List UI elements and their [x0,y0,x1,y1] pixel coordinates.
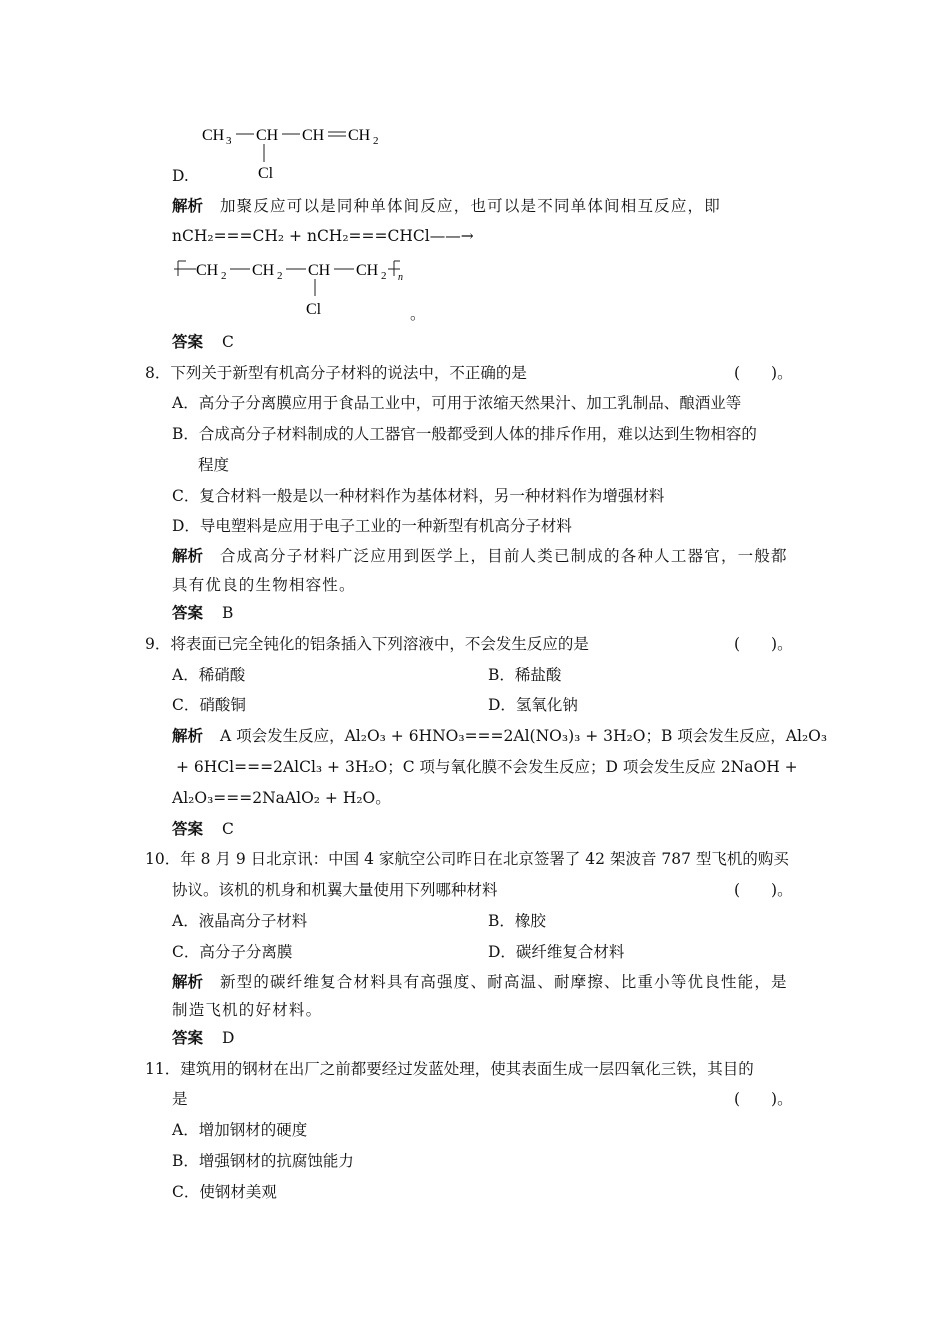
q7-answer [172,332,234,352]
analysis-label: 解析 [172,196,204,215]
q10-paren: ( )。 [734,881,793,899]
svg-text:2: 2 [277,270,283,282]
q9-analysis [172,726,827,746]
q9-stem: 9．将表面已完全钝化的铝条插入下列溶液中，不会发生反应的是 [145,635,589,653]
q10-analysis-cont: 制造飞机的好材料。 [172,1001,323,1019]
q10-option-a: A．液晶高分子材料 [172,912,308,930]
polymer-period: 。 [410,305,426,323]
q10-analysis [172,972,788,992]
q9-answer [172,819,234,839]
answer-value: C [221,820,234,838]
q10-stem-cont: 协议。该机的机身和机翼大量使用下列哪种材料 [172,881,498,899]
answer-label: 答案 [172,1028,204,1047]
q11-option-a: A．增加钢材的硬度 [172,1121,308,1139]
q8-analysis-cont: 具有优良的生物相容性。 [172,576,356,594]
q8-paren: ( )。 [734,364,793,382]
q8-option-a: A．高分子分离膜应用于食品工业中，可用于浓缩天然果汁、加工乳制品、酿酒业等 [172,394,742,412]
structure-d [196,120,396,182]
answer-label: 答案 [172,819,204,838]
analysis-text: 新型的碳纤维复合材料具有高强度、耐高温、耐摩擦、比重小等优良性能，是 [219,973,788,991]
poly-ch2c: CH [356,262,379,279]
q9-option-d: D．氢氧化钠 [488,696,578,714]
q11-paren: ( )。 [734,1090,793,1108]
analysis-text: 加聚反应可以是同种单体间反应，也可以是不同单体间相互反应，即 [219,197,721,215]
q10-stem: 10．年 8 月 9 日北京讯：中国 4 家航空公司昨日在北京签署了 42 架波音 787 型飞机的购买 [145,850,789,868]
q7-equation: nCH₂===CH₂ + nCH₂===CHCl——→ [172,227,474,245]
struct-d-cl: Cl [258,165,274,182]
struct-d-ch3: CH [202,127,225,144]
q10-option-c: C．高分子分离膜 [172,943,293,961]
q8-analysis [172,546,788,566]
struct-d-ch: CH [256,127,279,144]
q10-option-d: D．碳纤维复合材料 [488,943,625,961]
analysis-label: 解析 [172,726,204,745]
poly-ch2a: CH [196,262,219,279]
answer-value: C [221,333,234,351]
q8-answer [172,603,233,623]
struct-d-ch2a: CH [302,127,325,144]
svg-text:2: 2 [381,270,387,282]
q11-stem-cont: 是 [172,1090,188,1108]
q8-option-b-cont: 程度 [198,456,230,474]
structure-d-svg [196,120,396,182]
q8-option-d: D．导电塑料是应用于电子工业的一种新型有机高分子材料 [172,517,572,535]
q9-analysis-cont-2: Al₂O₃===2NaAlO₂ + H₂O。 [172,789,391,807]
q10-option-b: B．橡胶 [488,912,546,930]
struct-d-ch2b: CH [348,127,371,144]
answer-label: 答案 [172,332,204,351]
struct-d-sub2: 2 [373,135,379,147]
answer-label: 答案 [172,603,204,622]
answer-value: B [221,604,234,622]
q10-answer [172,1028,234,1048]
q8-stem: 8．下列关于新型有机高分子材料的说法中，不正确的是 [145,364,527,382]
poly-n: n [398,272,403,283]
option-d-label: D. [172,167,189,185]
svg-text:2: 2 [221,270,227,282]
q9-paren: ( )。 [734,635,793,653]
q9-analysis-cont-1: + 6HCl===2AlCl₃ + 3H₂O；C 项与氧化膜不会发生反应；D 项会发生反应 2NaOH + [176,758,798,776]
q11-option-b: B．增强钢材的抗腐蚀能力 [172,1152,354,1170]
q7-analysis [172,196,721,216]
poly-ch: CH [308,262,331,279]
q8-option-b: B．合成高分子材料制成的人工器官一般都受到人体的排斥作用，难以达到生物相容的 [172,425,757,443]
q11-stem: 11．建筑用的钢材在出厂之前都要经过发蓝处理，使其表面生成一层四氧化三铁，其目的 [145,1060,754,1078]
analysis-text: A 项会发生反应，Al₂O₃ + 6HNO₃===2Al(NO₃)₃ + 3H₂O；B 项会发生反应，Al₂O₃ [219,727,828,745]
answer-value: D [221,1029,235,1047]
poly-cl: Cl [306,301,322,318]
q9-option-a: A．稀硝酸 [172,666,246,684]
q11-option-c: C．使钢材美观 [172,1183,277,1201]
q9-option-c: C．硝酸铜 [172,696,246,714]
polymer-svg [172,252,432,324]
analysis-text: 合成高分子材料广泛应用到医学上，目前人类已制成的各种人工器官，一般都 [219,547,788,565]
poly-ch2b: CH [252,262,275,279]
q9-option-b: B．稀盐酸 [488,666,562,684]
polymer-structure [172,252,432,324]
q8-option-c: C．复合材料一般是以一种材料作为基体材料，另一种材料作为增强材料 [172,487,665,505]
struct-d-sub3: 3 [226,135,232,147]
analysis-label: 解析 [172,546,204,565]
analysis-label: 解析 [172,972,204,991]
